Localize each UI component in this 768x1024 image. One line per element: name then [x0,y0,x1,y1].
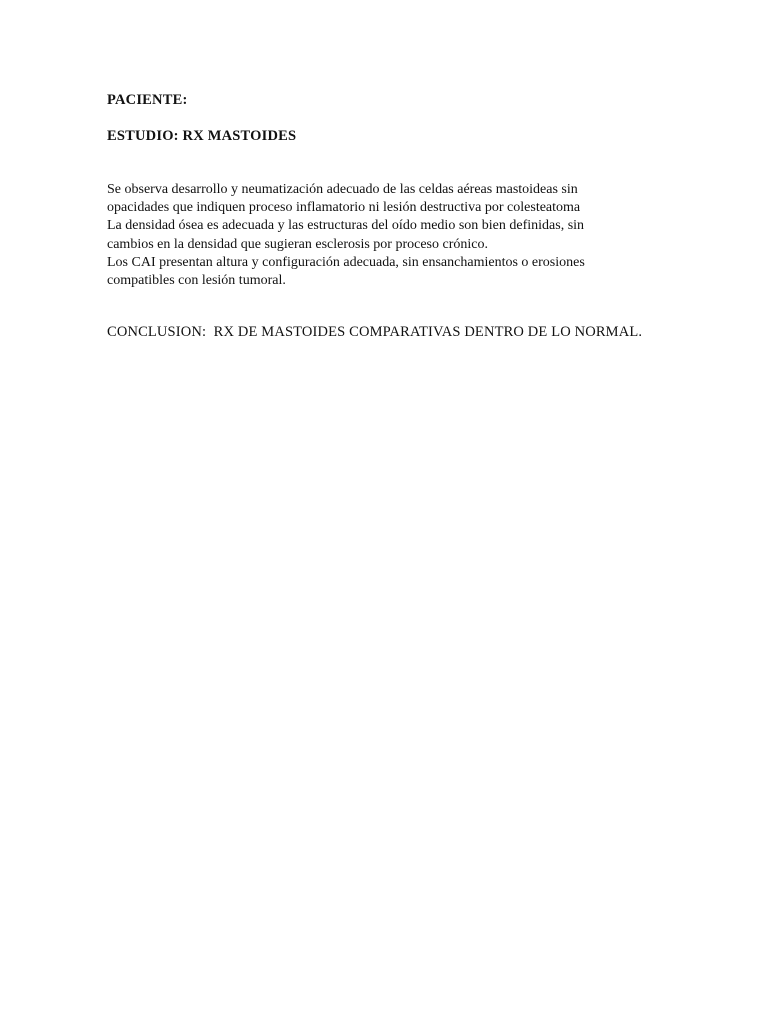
findings-line: compatibles con lesión tumoral. [107,273,286,289]
conclusion-text: CONCLUSION: RX DE MASTOIDES COMPARATIVAS DENTRO DE LO NORMAL. [107,324,643,340]
findings-paragraph [107,181,667,290]
findings-line: cambios en la densidad que sugieran esclerosis por proceso crónico. [107,236,488,252]
findings-line: Los CAI presentan altura y configuración adecuada, sin ensanchamientos o erosiones [107,254,585,270]
study-heading: ESTUDIO: RX MASTOIDES [107,128,297,144]
findings-line: Se observa desarrollo y neumatización adecuado de las celdas aéreas mastoideas sin [107,182,578,197]
patient-heading: PACIENTE: [107,92,188,108]
findings-line: La densidad ósea es adecuada y las estructuras del oído medio son bien definidas, sin [107,218,585,234]
findings-line: opacidades que indiquen proceso inflamatorio ni lesión destructiva por colesteatoma [107,200,581,216]
